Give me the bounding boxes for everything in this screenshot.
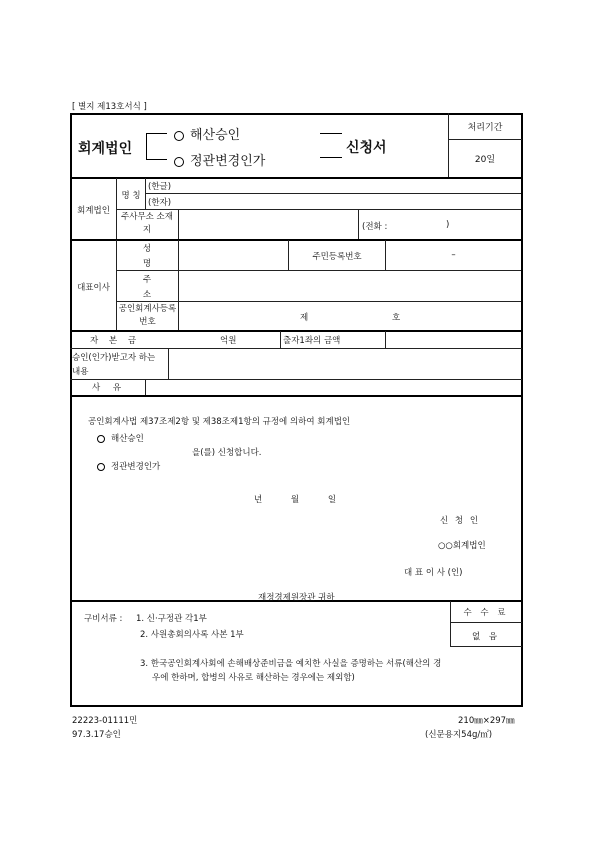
recipient: 재정경제원장관 귀하: [258, 593, 335, 603]
rep-cpa-label: 공인회계사등록번호: [118, 304, 177, 327]
fee-value: 없 음: [471, 632, 501, 642]
bracket-right-bottom: [320, 157, 342, 158]
body-option-articles: 정관변경인가: [97, 460, 160, 472]
bracket-left: [146, 133, 167, 160]
content-label: 승인(인가)받고자 하는 내용: [72, 353, 156, 377]
rep-cpa-ho: 호: [392, 313, 401, 323]
applicant-label: 신 청 인: [440, 516, 481, 526]
docs-item-1: 1. 신·구정관 각1부: [136, 614, 207, 624]
docs-item-2: 2. 사원총회의사록 사본 1부: [140, 630, 244, 640]
contribution-label: 출자1좌의 금액: [283, 336, 341, 346]
body-option-dissolution: 해산승인: [97, 432, 144, 444]
body-apply-text: 을(를) 신청합니다.: [192, 448, 262, 458]
title-left: 회계법인: [78, 141, 133, 157]
docs-label: 구비서류 :: [84, 614, 123, 624]
reason-label: 사 유: [92, 383, 127, 393]
body-statute-line: 공인회계사법 제37조제2항 및 제38조제1항의 규정에 의하여 회계법인: [88, 417, 351, 427]
option-dissolution[interactable]: 해산승인: [174, 124, 240, 143]
rep-section-label: 대표이사: [77, 283, 110, 293]
firm-phone-label: (전화 :: [362, 222, 388, 232]
processing-period-value: 20일: [474, 155, 496, 165]
processing-period-label: 처리기간: [467, 123, 503, 133]
rep-idno-dash: –: [451, 250, 456, 260]
paper-type: (신문용지54g/㎡): [425, 730, 493, 740]
firm-name-hanja-label: (한자): [148, 198, 172, 208]
firm-name-label: 명 칭: [121, 191, 141, 201]
representative-seal: 대 표 이 사 (인): [404, 568, 463, 578]
form-number: [ 별지 제13호서식 ]: [72, 102, 147, 112]
capital-unit: 억원: [220, 336, 237, 346]
radio-circle-icon: [97, 463, 105, 471]
form-code: 22223-01111민: [72, 716, 138, 726]
radio-circle-icon: [97, 435, 105, 443]
docs-item-3-line1: 3. 한국공인회계사회에 손해배상준비금을 예치한 사실을 증명하는 서류(해산의 경: [140, 659, 442, 669]
firm-phone-close: ): [446, 220, 450, 230]
rep-name-label: 성 명: [142, 244, 152, 269]
firm-address-label: 주사무소 소재지: [121, 212, 173, 235]
radio-circle-icon: [174, 131, 184, 141]
firm-name-korean-label: (한글): [148, 182, 172, 192]
option-articles-change[interactable]: 정관변경인가: [174, 150, 265, 169]
approval-date: 97.3.17승인: [72, 730, 121, 740]
radio-circle-icon: [174, 157, 184, 167]
application-date: 년 월 일: [254, 495, 337, 505]
docs-item-3-line2: 우에 한하며, 합병의 사유로 해산하는 경우에는 제외함): [152, 673, 355, 683]
capital-label: 자 본 금: [90, 336, 141, 346]
bracket-right-top: [320, 133, 342, 134]
firm-section-label: 회계법인: [77, 206, 110, 216]
applicant-firm: ○○회계법인: [438, 541, 486, 551]
rep-cpa-je: 제: [300, 313, 309, 323]
rep-address-label: 주 소: [142, 275, 152, 300]
title-right: 신청서: [346, 140, 387, 156]
fee-label: 수 수 료: [463, 608, 509, 618]
paper-size: 210㎜×297㎜: [458, 716, 515, 726]
rep-idno-label: 주민등록번호: [312, 252, 362, 262]
